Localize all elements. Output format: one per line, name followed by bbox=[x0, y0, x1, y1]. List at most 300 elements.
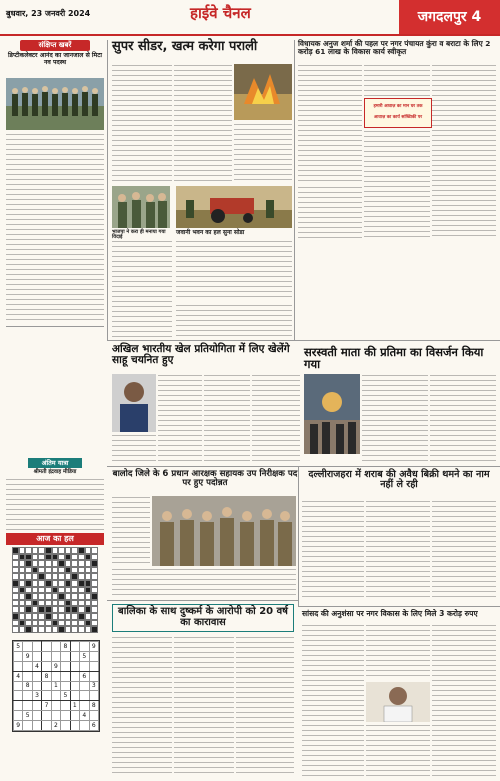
crossword-cell bbox=[78, 567, 85, 574]
crossword-cell bbox=[32, 613, 39, 620]
crossword-cell bbox=[25, 580, 32, 587]
crime-body-text bbox=[174, 636, 234, 776]
crime-body-text bbox=[236, 636, 294, 776]
right-body-text bbox=[364, 64, 430, 96]
sudoku-cell bbox=[32, 671, 41, 681]
lead-body-text bbox=[174, 64, 232, 184]
sudoku-cell bbox=[14, 691, 23, 701]
column-divider bbox=[107, 40, 108, 340]
sudoku-cell: 6 bbox=[89, 721, 99, 731]
sudoku-cell bbox=[32, 681, 41, 691]
sudoku-cell bbox=[32, 721, 41, 731]
crossword-cell bbox=[71, 620, 78, 627]
section-divider bbox=[107, 340, 500, 341]
crossword-cell bbox=[78, 606, 85, 613]
crossword-cell bbox=[25, 600, 32, 607]
machine-photo bbox=[176, 186, 292, 228]
crossword-cell bbox=[85, 626, 92, 633]
crossword-cell bbox=[45, 620, 52, 627]
crossword-cell bbox=[71, 547, 78, 554]
channel-name: हाईवे चैनल bbox=[190, 4, 251, 22]
crossword-cell bbox=[38, 567, 45, 574]
sudoku-cell bbox=[70, 721, 79, 731]
crossword-cell bbox=[25, 567, 32, 574]
crossword-cell bbox=[91, 573, 98, 580]
crossword-cell bbox=[65, 547, 72, 554]
sudoku-cell bbox=[23, 661, 32, 671]
crossword-cell bbox=[12, 613, 19, 620]
crossword-cell bbox=[12, 620, 19, 627]
crossword-cell bbox=[85, 620, 92, 627]
sports-body-text bbox=[158, 374, 202, 464]
sudoku-cell: 8 bbox=[23, 681, 32, 691]
crossword-cell bbox=[38, 580, 45, 587]
city-page-label: जगदलपुर 4 bbox=[417, 9, 482, 25]
portrait-photo bbox=[112, 374, 156, 432]
crossword-cell bbox=[45, 600, 52, 607]
crime-body-text bbox=[112, 636, 172, 776]
crossword-cell bbox=[71, 573, 78, 580]
brief-photo bbox=[6, 78, 104, 130]
sudoku-cell bbox=[23, 721, 32, 731]
crossword-cell bbox=[19, 560, 26, 567]
balod-body-text bbox=[112, 496, 150, 566]
balod-body-text bbox=[112, 568, 296, 596]
sudoku-cell bbox=[80, 691, 89, 701]
header-rule bbox=[0, 34, 500, 36]
crossword-cell bbox=[19, 593, 26, 600]
crossword-cell bbox=[12, 606, 19, 613]
brief-header bbox=[6, 40, 104, 76]
crossword-cell bbox=[32, 560, 39, 567]
crossword-cell bbox=[25, 620, 32, 627]
crossword-cell bbox=[78, 593, 85, 600]
crossword-cell bbox=[32, 567, 39, 574]
crossword-cell bbox=[78, 554, 85, 561]
sudoku-cell bbox=[61, 711, 70, 721]
sudoku-cell bbox=[80, 701, 89, 711]
crossword-cell bbox=[91, 606, 98, 613]
farmer-headline: भाजपा ने करा ही मनाया गया विदाई bbox=[112, 229, 166, 241]
crossword-cell bbox=[85, 580, 92, 587]
crossword-cell bbox=[58, 626, 65, 633]
sudoku-cell: 1 bbox=[70, 701, 79, 711]
farmer-body-text bbox=[112, 240, 172, 338]
city-badge bbox=[399, 0, 500, 34]
crossword-cell bbox=[71, 593, 78, 600]
crossword-cell bbox=[78, 600, 85, 607]
sudoku-cell bbox=[51, 651, 60, 661]
crossword-cell bbox=[32, 554, 39, 561]
sudoku-cell bbox=[70, 691, 79, 701]
crossword-cell bbox=[71, 567, 78, 574]
crossword-cell bbox=[91, 580, 98, 587]
crossword-cell bbox=[91, 620, 98, 627]
sudoku-cell bbox=[23, 671, 32, 681]
crossword-cell bbox=[25, 587, 32, 594]
sudoku-cell bbox=[89, 691, 99, 701]
sudoku-cell bbox=[89, 671, 99, 681]
police-group-photo bbox=[152, 496, 296, 566]
crossword-cell bbox=[38, 593, 45, 600]
sudoku-cell bbox=[51, 691, 60, 701]
photo-caption bbox=[176, 304, 292, 338]
portrait-photo bbox=[366, 682, 430, 722]
crossword-cell bbox=[78, 580, 85, 587]
section-divider bbox=[107, 600, 298, 601]
sudoku-cell bbox=[42, 661, 51, 671]
crossword-cell bbox=[58, 606, 65, 613]
crossword-cell bbox=[12, 626, 19, 633]
culture-headline: सरस्वती माता की प्रतिमा का विसर्जन किया गया bbox=[304, 345, 484, 372]
idol-photo bbox=[304, 374, 360, 454]
sudoku-cell: 1 bbox=[51, 681, 60, 691]
crime-headline: बालिका के साथ दुष्कर्म के आरोपी को 20 वर्ष का कारावास bbox=[112, 604, 294, 632]
sudoku-cell bbox=[42, 651, 51, 661]
procession-photo bbox=[304, 374, 360, 454]
sudoku-cell bbox=[23, 691, 32, 701]
athlete-photo bbox=[112, 374, 156, 432]
sudoku-cell: 8 bbox=[61, 642, 70, 652]
crossword-cell bbox=[19, 620, 26, 627]
mp-fund-body-text bbox=[366, 624, 430, 680]
brief-title: डिप्टीकलेक्टर आनंद का जानजाल से मिटा नव पदस्थ bbox=[8, 52, 102, 66]
crossword-cell bbox=[38, 547, 45, 554]
sudoku-cell bbox=[42, 691, 51, 701]
sports-body-text bbox=[252, 374, 300, 464]
crossword-cell bbox=[12, 587, 19, 594]
crossword-cell bbox=[32, 587, 39, 594]
sudoku-cell bbox=[23, 642, 32, 652]
crossword-cell bbox=[91, 600, 98, 607]
sudoku-cell bbox=[89, 711, 99, 721]
sudoku-cell bbox=[32, 711, 41, 721]
culture-body-text bbox=[430, 374, 496, 464]
sudoku-cell bbox=[61, 701, 70, 711]
crossword-cell bbox=[38, 560, 45, 567]
crossword-cell bbox=[52, 560, 59, 567]
section-divider bbox=[6, 326, 104, 327]
crossword-cell bbox=[71, 554, 78, 561]
crossword-cell bbox=[32, 580, 39, 587]
crossword-cell bbox=[58, 593, 65, 600]
sudoku-cell bbox=[80, 642, 89, 652]
crossword-cell bbox=[45, 547, 52, 554]
crossword-cell bbox=[19, 587, 26, 594]
crossword-cell bbox=[78, 573, 85, 580]
sudoku-cell: 7 bbox=[42, 701, 51, 711]
crossword-cell bbox=[52, 606, 59, 613]
crossword-cell bbox=[78, 587, 85, 594]
crossword-cell bbox=[25, 606, 32, 613]
crossword-cell bbox=[78, 613, 85, 620]
crossword-cell bbox=[19, 580, 26, 587]
notice-box bbox=[364, 98, 432, 128]
crossword-cell bbox=[91, 626, 98, 633]
sudoku-cell bbox=[42, 721, 51, 731]
crossword-cell bbox=[45, 593, 52, 600]
puzzle-label: आज का हल bbox=[6, 533, 104, 545]
sudoku-cell: 5 bbox=[61, 691, 70, 701]
crossword-cell bbox=[12, 600, 19, 607]
crossword-cell bbox=[38, 587, 45, 594]
crossword-cell bbox=[85, 573, 92, 580]
right-body-text bbox=[432, 64, 496, 240]
crossword-cell bbox=[25, 554, 32, 561]
crossword-cell bbox=[85, 554, 92, 561]
crossword-cell bbox=[78, 626, 85, 633]
crossword-cell bbox=[19, 606, 26, 613]
lead-body-text bbox=[234, 123, 292, 184]
tractor-photo bbox=[176, 186, 292, 228]
sudoku-cell bbox=[80, 681, 89, 691]
crossword-cell bbox=[12, 554, 19, 561]
crossword-cell bbox=[58, 560, 65, 567]
crossword-cell bbox=[58, 580, 65, 587]
sudoku-cell bbox=[61, 721, 70, 731]
sudoku-cell: 5 bbox=[80, 651, 89, 661]
sudoku-cell bbox=[51, 671, 60, 681]
crossword-cell bbox=[32, 626, 39, 633]
sports-body-text bbox=[112, 434, 156, 464]
crossword-cell bbox=[52, 573, 59, 580]
crossword-cell bbox=[65, 560, 72, 567]
sudoku-cell: 9 bbox=[89, 642, 99, 652]
crossword-cell bbox=[85, 600, 92, 607]
crossword-cell bbox=[52, 547, 59, 554]
crossword-cell bbox=[58, 620, 65, 627]
crossword-cell bbox=[25, 560, 32, 567]
crossword-cell bbox=[91, 587, 98, 594]
sudoku-cell bbox=[51, 711, 60, 721]
crossword-cell bbox=[65, 620, 72, 627]
crossword-cell bbox=[52, 626, 59, 633]
farmer-photo bbox=[112, 186, 170, 228]
sudoku-cell bbox=[70, 681, 79, 691]
crossword-cell bbox=[25, 593, 32, 600]
crossword-cell bbox=[58, 613, 65, 620]
crossword-cell bbox=[25, 573, 32, 580]
sudoku-cell bbox=[42, 681, 51, 691]
crossword-cell bbox=[71, 580, 78, 587]
crossword-cell bbox=[65, 613, 72, 620]
crossword-cell bbox=[58, 600, 65, 607]
crossword-cell bbox=[91, 567, 98, 574]
crossword-cell bbox=[38, 613, 45, 620]
final-journey-label: अंतिम यात्रा bbox=[28, 458, 82, 468]
sudoku-cell: 8 bbox=[42, 671, 51, 681]
sudoku-cell bbox=[70, 711, 79, 721]
crossword-cell bbox=[19, 547, 26, 554]
crossword-cell bbox=[58, 573, 65, 580]
brief-label: संक्षिप्त खबरें bbox=[20, 40, 90, 51]
sudoku-cell: 3 bbox=[32, 691, 41, 701]
crossword-cell bbox=[78, 620, 85, 627]
sudoku-cell bbox=[51, 701, 60, 711]
sudoku-cell bbox=[23, 701, 32, 711]
section-divider bbox=[107, 466, 500, 467]
crossword-cell bbox=[45, 587, 52, 594]
crossword-cell bbox=[71, 587, 78, 594]
crossword-cell bbox=[71, 626, 78, 633]
crossword-cell bbox=[65, 606, 72, 613]
crossword-cell bbox=[32, 547, 39, 554]
crossword-cell bbox=[19, 600, 26, 607]
crossword-cell bbox=[71, 606, 78, 613]
mp-fund-body-text bbox=[302, 624, 364, 776]
sudoku-cell: 4 bbox=[14, 671, 23, 681]
sub-story-headline: जवानी भवन का हल सुना सोडा bbox=[176, 229, 245, 236]
crossword-cell bbox=[25, 547, 32, 554]
crossword-cell bbox=[45, 606, 52, 613]
sudoku-cell bbox=[14, 661, 23, 671]
sudoku-cell bbox=[61, 661, 70, 671]
crossword-cell bbox=[52, 554, 59, 561]
crossword-cell bbox=[71, 560, 78, 567]
sudoku-cell bbox=[89, 661, 99, 671]
fire-field-photo bbox=[234, 64, 292, 120]
sudoku-cell bbox=[80, 721, 89, 731]
crossword-cell bbox=[38, 573, 45, 580]
crossword-cell bbox=[12, 580, 19, 587]
balod-photo bbox=[152, 496, 296, 566]
liquor-body-text bbox=[432, 500, 496, 600]
crossword-cell bbox=[85, 613, 92, 620]
crossword-cell bbox=[32, 573, 39, 580]
crossword-cell bbox=[91, 593, 98, 600]
sudoku-cell bbox=[42, 642, 51, 652]
balod-headline: बालोद जिले के 6 प्रधान आरक्षक सहायक उप निरीक्षक पद पर हुए पदोन्नत bbox=[112, 469, 298, 489]
crossword-cell bbox=[12, 593, 19, 600]
crossword-cell bbox=[58, 554, 65, 561]
right-body-text bbox=[298, 186, 362, 240]
notice-line2: आवाज़ का कार्य सांख्यिकी पर bbox=[373, 115, 423, 120]
crossword-cell bbox=[85, 587, 92, 594]
crossword-cell bbox=[58, 567, 65, 574]
crossword-cell bbox=[65, 587, 72, 594]
lead-body-text bbox=[112, 64, 172, 184]
final-journey-box bbox=[6, 458, 104, 532]
sub-story-body-text bbox=[176, 240, 292, 300]
sudoku-cell: 4 bbox=[80, 711, 89, 721]
crossword-cell bbox=[45, 560, 52, 567]
crossword-cell bbox=[32, 593, 39, 600]
sudoku-cell: 9 bbox=[14, 721, 23, 731]
crossword-cell bbox=[38, 554, 45, 561]
mp-fund-body-text bbox=[432, 624, 496, 776]
crossword-cell bbox=[85, 560, 92, 567]
crossword-cell bbox=[78, 560, 85, 567]
crossword-cell bbox=[12, 560, 19, 567]
crossword-cell bbox=[52, 613, 59, 620]
sudoku-cell bbox=[14, 681, 23, 691]
crossword-cell bbox=[38, 606, 45, 613]
column-divider bbox=[294, 40, 295, 340]
mp-fund-headline: सांसद की अनुशंसा पर नगर विकास के लिए मिले 3 करोड़ रुपए bbox=[302, 609, 478, 618]
sports-body-text bbox=[204, 374, 250, 464]
liquor-body-text bbox=[302, 500, 364, 600]
sudoku-cell bbox=[61, 651, 70, 661]
crossword-cell bbox=[19, 554, 26, 561]
crossword-cell bbox=[52, 587, 59, 594]
sudoku-cell: 9 bbox=[51, 661, 60, 671]
crossword-cell bbox=[52, 580, 59, 587]
crossword-cell bbox=[38, 600, 45, 607]
sudoku-cell bbox=[32, 651, 41, 661]
crossword-cell bbox=[85, 593, 92, 600]
crossword-cell bbox=[19, 567, 26, 574]
crossword-cell bbox=[91, 613, 98, 620]
sudoku-grid bbox=[12, 640, 100, 732]
sudoku-cell bbox=[70, 642, 79, 652]
right-body-text bbox=[364, 130, 430, 240]
crossword-cell bbox=[12, 573, 19, 580]
final-journey-name: श्रीमती इंद्रवाह मीडिया bbox=[33, 469, 77, 475]
crossword-cell bbox=[12, 567, 19, 574]
sudoku-cell bbox=[80, 661, 89, 671]
sudoku-cell bbox=[89, 651, 99, 661]
crossword-cell bbox=[32, 620, 39, 627]
crossword-cell bbox=[25, 626, 32, 633]
liquor-body-text bbox=[366, 500, 430, 600]
crossword-cell bbox=[45, 613, 52, 620]
sudoku-cell bbox=[42, 711, 51, 721]
crossword-cell bbox=[65, 626, 72, 633]
crossword-cell bbox=[65, 580, 72, 587]
crossword-cell bbox=[32, 606, 39, 613]
sudoku-cell bbox=[70, 671, 79, 681]
crossword-grid bbox=[12, 547, 98, 633]
sports-headline: अखिल भारतीय खेल प्रतियोगिता में लिए खेलेंगे साहू चयनित हुए bbox=[112, 343, 290, 367]
final-journey-body bbox=[6, 478, 104, 530]
sudoku-cell: 5 bbox=[14, 642, 23, 652]
parade-photo bbox=[6, 78, 104, 130]
crossword-cell bbox=[45, 554, 52, 561]
mp-fund-body-text bbox=[366, 724, 430, 776]
sudoku-cell: 3 bbox=[89, 681, 99, 691]
sudoku-cell bbox=[32, 701, 41, 711]
crossword-cell bbox=[65, 554, 72, 561]
sudoku-cell: 8 bbox=[89, 701, 99, 711]
crossword-cell bbox=[19, 573, 26, 580]
right-headline: विधायक अनुज शर्मा की पहल पर नगर पंचायत कुंरा व बराटा के लिए 2 करोड़ 61 लाख के विकास कार्य स्वीकृत bbox=[298, 39, 491, 56]
liquor-headline: दल्लीराजहरा में शराब की अवैध बिक्री थमने का नाम नहीं ले रही bbox=[308, 469, 490, 491]
lead-headline: सुपर सीडर, खत्म करेगा पराली bbox=[112, 39, 258, 54]
sudoku-cell: 6 bbox=[80, 671, 89, 681]
sudoku-cell bbox=[70, 651, 79, 661]
crossword-cell bbox=[45, 567, 52, 574]
brief-body-text bbox=[6, 133, 104, 323]
culture-body-text bbox=[362, 374, 428, 464]
crossword-cell bbox=[65, 567, 72, 574]
sudoku-cell: 9 bbox=[23, 651, 32, 661]
crossword-cell bbox=[19, 626, 26, 633]
mp-photo bbox=[366, 682, 430, 722]
section-divider bbox=[298, 606, 500, 607]
sudoku-cell bbox=[51, 642, 60, 652]
crossword-cell bbox=[71, 600, 78, 607]
crossword-cell bbox=[58, 587, 65, 594]
crossword-cell bbox=[91, 560, 98, 567]
crossword-cell bbox=[52, 567, 59, 574]
crossword-cell bbox=[71, 613, 78, 620]
harvest-photo bbox=[234, 64, 292, 120]
crossword-cell bbox=[38, 626, 45, 633]
crossword-cell bbox=[52, 600, 59, 607]
sudoku-cell bbox=[14, 711, 23, 721]
crossword-cell bbox=[78, 547, 85, 554]
group-photo bbox=[112, 186, 170, 228]
